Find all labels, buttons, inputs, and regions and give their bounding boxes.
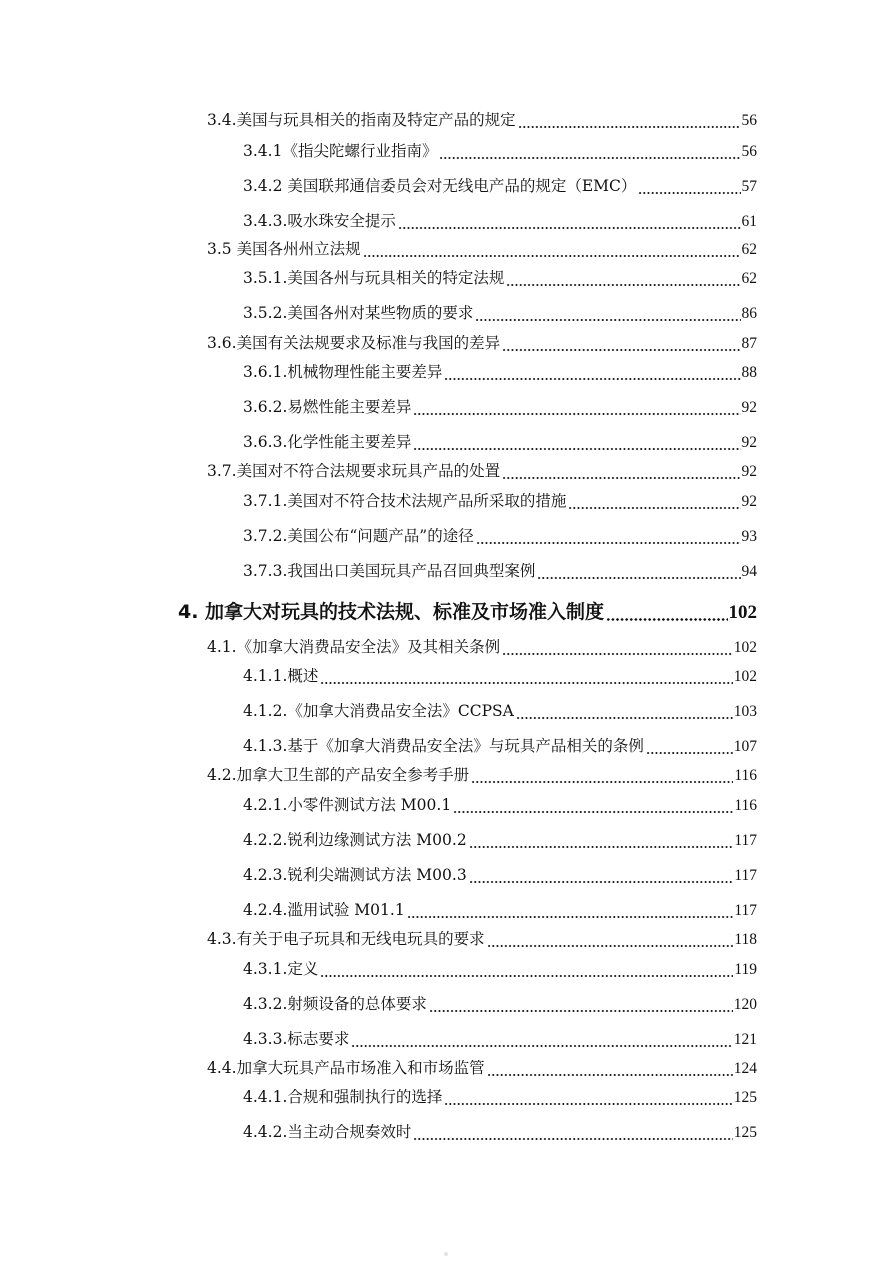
toc-entry[interactable]	[207, 461, 757, 482]
toc-entry[interactable]	[243, 795, 757, 816]
dot-leader	[502, 349, 740, 351]
toc-entry-page: 92	[741, 463, 757, 480]
toc-entry-page: 102	[733, 668, 757, 685]
toc-entry-title: 4.4.1.合规和强制执行的选择	[243, 1088, 443, 1106]
toc-entry[interactable]	[243, 736, 757, 757]
toc-entry-page: 88	[741, 364, 757, 381]
dot-leader	[429, 1010, 733, 1012]
toc-entry-page: 121	[733, 1031, 757, 1048]
toc-entry-title: 4.3.3.标志要求	[243, 1030, 350, 1048]
toc-entry-page: 92	[741, 399, 757, 416]
toc-entry-page: 124	[733, 1060, 757, 1077]
toc-entry-title: 3.7.2.美国公布“问题产品”的途径	[243, 527, 474, 545]
toc-entry-page: 102	[733, 639, 757, 656]
toc-entry-title: 4.2.4.滥用试验 M01.1	[243, 901, 405, 919]
toc-entry-page: 119	[734, 961, 757, 978]
dot-leader	[537, 577, 740, 579]
dot-leader	[439, 157, 740, 159]
toc-entry-page: 117	[734, 832, 757, 849]
toc-entry[interactable]	[243, 176, 757, 197]
toc-entry[interactable]	[207, 110, 757, 131]
dot-leader	[606, 618, 727, 621]
dot-leader	[469, 846, 734, 848]
toc-entry[interactable]	[243, 268, 757, 289]
toc-entry-page: 118	[734, 931, 757, 948]
toc-entry-page: 120	[733, 996, 757, 1013]
toc-entry-title: 3.7.1.美国对不符合技术法规产品所采取的措施	[243, 492, 567, 510]
toc-entry-page: 92	[741, 493, 757, 510]
dot-leader	[516, 717, 733, 719]
toc-entry-title: 3.7.3.我国出口美国玩具产品召回典型案例	[243, 562, 536, 580]
toc-entry-title: 3.5.2.美国各州对某些物质的要求	[243, 304, 474, 322]
toc-entry-page: 56	[741, 112, 757, 129]
toc-entry-title: 3.4.2 美国联邦通信委员会对无线电产品的规定（EMC）	[243, 177, 637, 195]
toc-entry[interactable]	[243, 701, 757, 722]
toc-entry[interactable]	[243, 211, 757, 232]
toc-entry[interactable]	[243, 994, 757, 1015]
toc-entry-title: 4.1.3.基于《加拿大消费品安全法》与玩具产品相关的条例	[243, 737, 644, 755]
toc-entry-title: 4.3.1.定义	[243, 960, 319, 978]
toc-entry-page: 117	[734, 867, 757, 884]
dot-leader	[506, 284, 740, 286]
toc-entry[interactable]	[207, 637, 757, 658]
toc-entry-page: 117	[734, 902, 757, 919]
toc-entry-page: 116	[734, 797, 757, 814]
dot-leader	[646, 752, 733, 754]
toc-entry-page: 125	[733, 1124, 757, 1141]
toc-chapter-heading[interactable]	[178, 600, 757, 625]
dot-leader	[502, 477, 740, 479]
toc-entry[interactable]	[243, 141, 757, 162]
toc-entry[interactable]	[243, 526, 757, 547]
dot-leader	[413, 448, 740, 450]
dot-leader	[502, 653, 733, 655]
dot-leader	[469, 881, 734, 883]
dot-leader	[413, 413, 740, 415]
toc-entry-title: 4.1.1.概述	[243, 667, 319, 685]
toc-entry[interactable]	[243, 561, 757, 582]
toc-entry[interactable]	[243, 1122, 757, 1143]
toc-entry-page: 93	[741, 528, 757, 545]
toc-entry[interactable]	[243, 362, 757, 383]
toc-entry-title: 4.4.2.当主动合规奏效时	[243, 1123, 412, 1141]
dot-leader	[476, 542, 741, 544]
toc-entry-title: 3.6.3.化学性能主要差异	[243, 433, 412, 451]
toc-entry-title: 3.6.1.机械物理性能主要差异	[243, 363, 443, 381]
toc-entry-title: 4.2.加拿大卫生部的产品安全参考手册	[207, 766, 470, 784]
dot-leader	[453, 811, 733, 813]
toc-entry-page: 62	[741, 270, 757, 287]
toc-entry-title: 3.5 美国各州州立法规	[207, 240, 361, 258]
toc-entry[interactable]	[243, 397, 757, 418]
dot-leader	[413, 1138, 732, 1140]
toc-entry-title: 3.6.2.易燃性能主要差异	[243, 398, 412, 416]
toc-entry[interactable]	[207, 1058, 757, 1079]
dot-leader	[407, 916, 734, 918]
toc-entry[interactable]	[243, 1087, 757, 1108]
page-footer-dot	[444, 1252, 448, 1256]
dot-leader	[398, 227, 741, 229]
toc-entry[interactable]	[243, 830, 757, 851]
toc-entry[interactable]	[207, 333, 757, 354]
toc-entry[interactable]	[243, 666, 757, 687]
toc-entry-title: 4.2.1.小零件测试方法 M00.1	[243, 796, 452, 814]
dot-leader	[518, 126, 741, 128]
toc-entry-page: 57	[741, 178, 757, 195]
toc-entry-title: 3.4.1《指尖陀螺行业指南》	[243, 142, 438, 160]
toc-entry[interactable]	[207, 765, 757, 786]
dot-leader	[475, 319, 740, 321]
dot-leader	[568, 507, 740, 509]
dot-leader	[487, 1074, 733, 1076]
toc-entry-page: 62	[741, 241, 757, 258]
toc-entry-title: 4.1.《加拿大消费品安全法》及其相关条例	[207, 638, 501, 656]
dot-leader	[351, 1045, 732, 1047]
toc-entry-page: 61	[741, 213, 757, 230]
dot-leader	[444, 1103, 732, 1105]
dot-leader	[638, 192, 740, 194]
dot-leader	[320, 975, 733, 977]
toc-entry-title: 4.3.有关于电子玩具和无线电玩具的要求	[207, 930, 485, 948]
dot-leader	[471, 781, 733, 783]
toc-entry[interactable]	[243, 491, 757, 512]
toc-entry-title: 3.6.美国有关法规要求及标准与我国的差异	[207, 334, 501, 352]
toc-entry[interactable]	[243, 900, 757, 921]
toc-entry[interactable]	[207, 239, 757, 260]
toc-entry-title: 4.2.3.锐利尖端测试方法 M00.3	[243, 866, 467, 884]
toc-entry[interactable]	[207, 929, 757, 950]
toc-entry-page: 86	[741, 305, 757, 322]
toc-entry-page: 116	[734, 767, 757, 784]
dot-leader	[363, 255, 741, 257]
toc-entry-page: 103	[733, 703, 757, 720]
toc-entry-title: 4.2.2.锐利边缘测试方法 M00.2	[243, 831, 467, 849]
toc-entry-title: 3.4.3.吸水珠安全提示	[243, 212, 396, 230]
toc-entry-page: 87	[741, 335, 757, 352]
dot-leader	[487, 945, 734, 947]
toc-entry-title: 4.3.2.射频设备的总体要求	[243, 995, 427, 1013]
dot-leader	[444, 378, 740, 380]
dot-leader	[320, 682, 732, 684]
toc-entry-page: 94	[741, 563, 757, 580]
toc-entry-page: 125	[733, 1089, 757, 1106]
toc-entry-page: 92	[741, 434, 757, 451]
toc-entry-title: 4.1.2.《加拿大消费品安全法》CCPSA	[243, 702, 514, 720]
toc-entry[interactable]	[243, 303, 757, 324]
toc-entry-title: 3.7.美国对不符合法规要求玩具产品的处置	[207, 462, 501, 480]
toc-entry-title: 4. 加拿大对玩具的技术法规、标准及市场准入制度	[178, 601, 605, 623]
toc-entry[interactable]	[243, 1029, 757, 1050]
toc-entry-page: 102	[728, 602, 757, 623]
toc-entry[interactable]	[243, 432, 757, 453]
toc-entry[interactable]	[243, 865, 757, 886]
toc-entry-page: 107	[733, 738, 757, 755]
toc-entry-title: 3.5.1.美国各州与玩具相关的特定法规	[243, 269, 505, 287]
toc-entry-title: 4.4.加拿大玩具产品市场准入和市场监管	[207, 1059, 485, 1077]
toc-entry-page: 56	[741, 143, 757, 160]
toc-entry-title: 3.4.美国与玩具相关的指南及特定产品的规定	[207, 111, 516, 129]
toc-entry[interactable]	[243, 959, 757, 980]
